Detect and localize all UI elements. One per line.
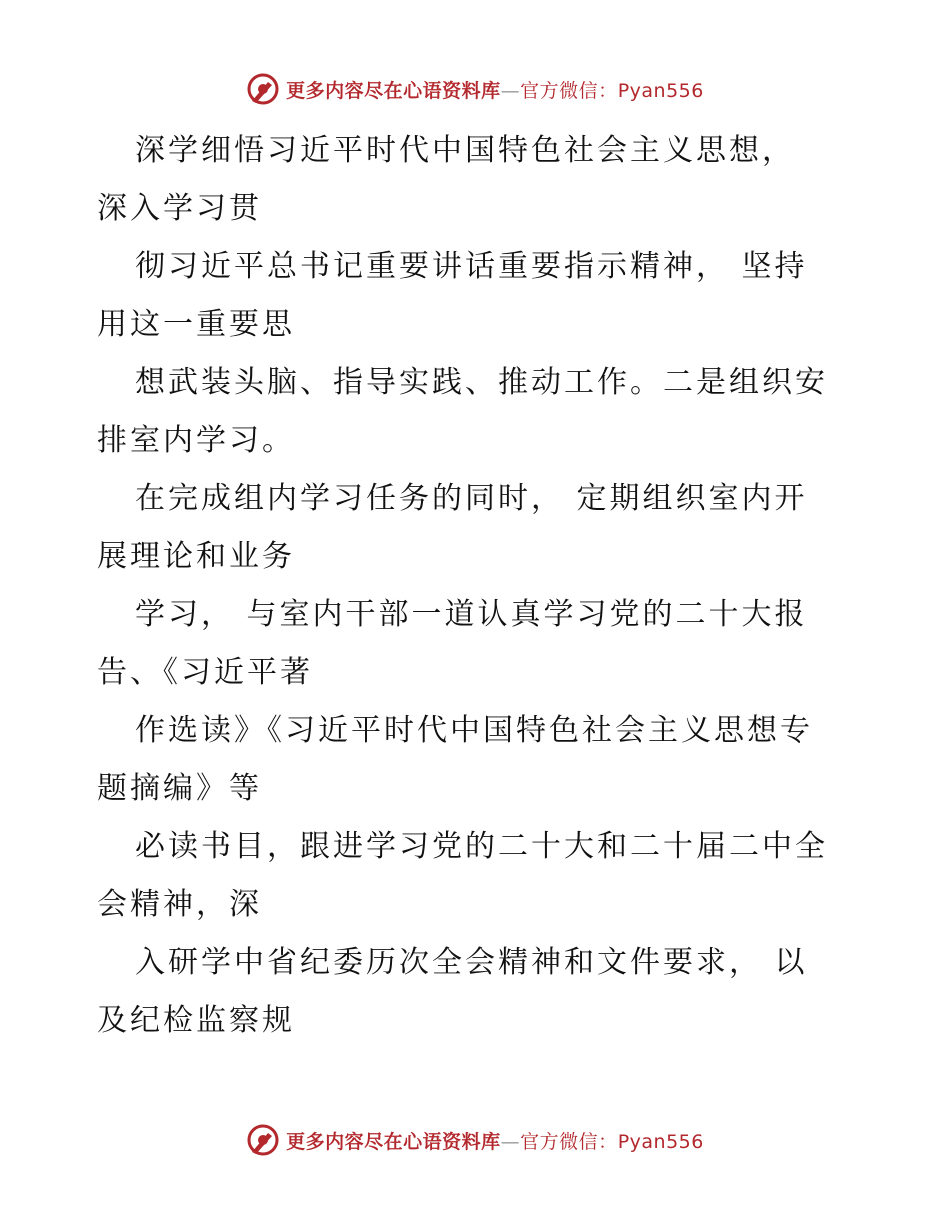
paragraph-line: 作选读》《习近平时代中国特色社会主义思想专: [135, 713, 813, 748]
paragraph: [97, 354, 867, 470]
paragraph-line: 题摘编》等: [97, 771, 262, 806]
paragraph: [97, 238, 867, 354]
watermark-label: 官方微信：: [520, 1130, 618, 1153]
paragraph-line: 展理论和业务: [97, 539, 295, 574]
watermark-main: 更多内容尽在心语资料库: [286, 1130, 501, 1153]
paragraph: [97, 934, 867, 1050]
paragraph: [97, 818, 867, 934]
watermark-text: [286, 1127, 704, 1154]
paragraph-line: 用这一重要思: [97, 307, 295, 342]
footer-watermark: [0, 1123, 950, 1157]
watermark-separator: —: [500, 1130, 521, 1153]
pen-logo-icon: [246, 1123, 280, 1157]
paragraph: [97, 122, 867, 238]
paragraph: [97, 586, 867, 702]
paragraph-line: 及纪检监察规: [97, 1003, 295, 1038]
paragraph-line: 想武装头脑、指导实践、推动工作。二是组织安: [135, 365, 828, 400]
paragraph-line: 在完成组内学习任务的同时， 定期组织室内开: [135, 481, 808, 516]
pen-logo-icon: [246, 72, 280, 106]
header-watermark: [0, 72, 950, 106]
watermark-text: [286, 76, 704, 103]
paragraph-line: 告、《习近平著: [97, 655, 313, 690]
paragraph-line: 会精神，深: [97, 887, 262, 922]
paragraph-line: 深学细悟习近平时代中国特色社会主义思想，: [135, 133, 795, 168]
watermark-label: 官方微信：: [520, 79, 618, 102]
paragraph-line: 排室内学习。: [97, 423, 295, 458]
paragraph-line: 入研学中省纪委历次全会精神和文件要求， 以: [135, 945, 808, 980]
watermark-id: Pyan556: [617, 79, 704, 102]
document-body: [97, 122, 867, 1050]
watermark-main: 更多内容尽在心语资料库: [286, 79, 501, 102]
paragraph: [97, 470, 867, 586]
watermark-separator: —: [500, 79, 521, 102]
paragraph-line: 彻习近平总书记重要讲话重要指示精神， 坚持: [135, 249, 808, 284]
paragraph-line: 必读书目，跟进学习党的二十大和二十届二中全: [135, 829, 828, 864]
paragraph-line: 深入学习贯: [97, 191, 262, 226]
watermark-id: Pyan556: [617, 1130, 704, 1153]
paragraph-line: 学习， 与室内干部一道认真学习党的二十大报: [135, 597, 808, 632]
paragraph: [97, 702, 867, 818]
